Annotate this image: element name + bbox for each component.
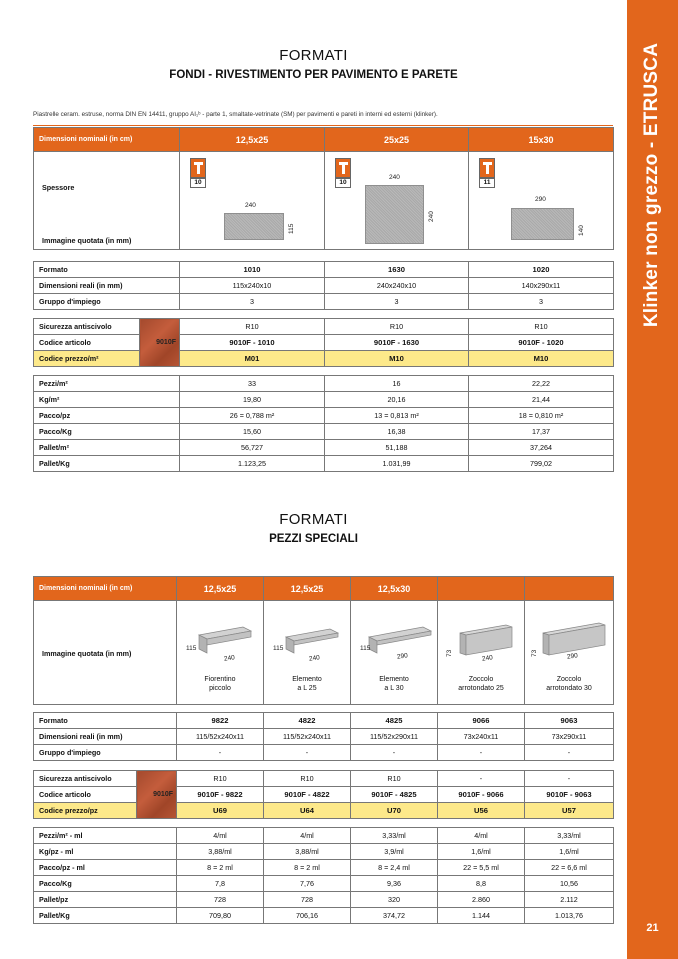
section1-header-table <box>33 127 614 250</box>
cell: 9010F - 1010 <box>180 335 325 351</box>
cell: 320 <box>351 892 438 908</box>
row-label: Formato <box>34 713 177 729</box>
cell: 2.112 <box>525 892 614 908</box>
tile-image <box>365 185 424 244</box>
row-label: Formato <box>34 262 180 278</box>
row-label: Sicurezza antiscivolo <box>34 771 137 787</box>
piece-side: 115 <box>273 645 284 652</box>
cell: 22 = 5,5 ml <box>438 860 525 876</box>
cell: 9010F - 1020 <box>469 335 614 351</box>
cell: 56,727 <box>180 440 325 456</box>
image-label: Immagine quotata (in mm) <box>42 649 132 658</box>
cell: 140x290x11 <box>469 278 614 294</box>
cell: 1010 <box>180 262 325 278</box>
header-col: 12,5x30 <box>351 577 438 601</box>
header-row <box>34 128 614 152</box>
tile-width: 240 <box>389 174 400 181</box>
cell: 73x240x11 <box>438 729 525 745</box>
cell: R10 <box>180 319 325 335</box>
cell: - <box>438 771 525 787</box>
cell: 799,02 <box>469 456 614 472</box>
thickness-icon: 10 <box>190 158 206 188</box>
cell: U64 <box>264 803 351 819</box>
color-code: 9010F <box>153 791 173 798</box>
piece-caption: Zoccolo arrotondato 25 <box>458 676 504 692</box>
tile-width: 290 <box>535 196 546 203</box>
table-row <box>34 771 614 787</box>
row-label: Pezzi/m² - ml <box>34 828 177 844</box>
cell: 115/52x240x11 <box>264 729 351 745</box>
header-col: 12,5x25 <box>264 577 351 601</box>
tile-height: 240 <box>428 211 435 222</box>
cell: M10 <box>325 351 469 367</box>
row-label: Gruppo d'impiego <box>34 294 180 310</box>
cell: 8 = 2,4 ml <box>351 860 438 876</box>
table-row <box>34 440 614 456</box>
cell: U69 <box>177 803 264 819</box>
header-col: 25x25 <box>325 128 469 152</box>
table-row <box>34 408 614 424</box>
piece-length: 290 <box>566 652 579 661</box>
piece-image-cell <box>351 601 438 705</box>
table-row <box>34 294 614 310</box>
cell: - <box>525 745 614 761</box>
table-row <box>34 456 614 472</box>
image-row <box>34 601 614 705</box>
row-label: Pallet/Kg <box>34 456 180 472</box>
thickness-label: Spessore <box>42 183 75 192</box>
cell: 9010F - 4825 <box>351 787 438 803</box>
table-row <box>34 892 614 908</box>
cell: 374,72 <box>351 908 438 924</box>
cell: 240x240x10 <box>325 278 469 294</box>
row-label: Pacco/Kg <box>34 876 177 892</box>
piece-caption: Elemento a L 25 <box>292 676 322 692</box>
cell: 4825 <box>351 713 438 729</box>
cell: - <box>438 745 525 761</box>
cell: 16 <box>325 376 469 392</box>
cell: 3,88/ml <box>264 844 351 860</box>
cell: 8 = 2 ml <box>264 860 351 876</box>
section1-format-table <box>33 261 614 310</box>
row-label: Pacco/pz - ml <box>34 860 177 876</box>
cell: 709,80 <box>177 908 264 924</box>
image-label: Immagine quotata (in mm) <box>42 236 132 245</box>
cell: 9010F - 4822 <box>264 787 351 803</box>
cell: 9010F - 9066 <box>438 787 525 803</box>
piece-side: 115 <box>360 645 371 652</box>
divider <box>33 125 613 126</box>
cell: 3 <box>469 294 614 310</box>
cell: 9,36 <box>351 876 438 892</box>
cell: 13 = 0,813 m² <box>325 408 469 424</box>
header-col: 15x30 <box>469 128 614 152</box>
cell: U70 <box>351 803 438 819</box>
piece-caption: Elemento a L 30 <box>379 676 409 692</box>
cell: 1,6/ml <box>525 844 614 860</box>
cell: 26 = 0,788 m² <box>180 408 325 424</box>
tile-height: 115 <box>288 223 295 234</box>
tile-image-cell <box>180 152 325 250</box>
color-swatch <box>140 319 180 367</box>
cell: R10 <box>325 319 469 335</box>
cell: 8 = 2 ml <box>177 860 264 876</box>
piece-side: 73 <box>446 649 453 657</box>
section1-title: FORMATI <box>279 47 348 64</box>
cell: 9010F - 9822 <box>177 787 264 803</box>
image-row <box>34 152 614 250</box>
cell: 1630 <box>325 262 469 278</box>
piece-image-cell <box>438 601 525 705</box>
table-row <box>34 828 614 844</box>
cell: 21,44 <box>469 392 614 408</box>
image-label-cell <box>34 601 177 705</box>
page-number: 21 <box>646 922 659 934</box>
cell: 9063 <box>525 713 614 729</box>
table-row <box>34 392 614 408</box>
cell: 7,8 <box>177 876 264 892</box>
section2-code-table <box>33 770 614 819</box>
cell: 10,56 <box>525 876 614 892</box>
piece-length: 240 <box>481 654 494 663</box>
cell: 4/ml <box>438 828 525 844</box>
color-swatch <box>137 771 177 819</box>
row-label: Codice prezzo/m² <box>34 351 140 367</box>
table-row <box>34 876 614 892</box>
section2-header-table <box>33 576 614 705</box>
header-col: 12,5x25 <box>177 577 264 601</box>
cell: 15,60 <box>180 424 325 440</box>
cell: 1.031,99 <box>325 456 469 472</box>
tile-image-cell <box>469 152 614 250</box>
cell: 9066 <box>438 713 525 729</box>
cell: U57 <box>525 803 614 819</box>
cell: 33 <box>180 376 325 392</box>
cell: 728 <box>177 892 264 908</box>
cell: 73x290x11 <box>525 729 614 745</box>
cell: 728 <box>264 892 351 908</box>
cell: R10 <box>264 771 351 787</box>
row-label: Codice articolo <box>34 787 137 803</box>
section1-subtitle: FONDI - RIVESTIMENTO PER PAVIMENTO E PARETE <box>169 69 458 81</box>
tile-width: 240 <box>245 202 256 209</box>
table-row <box>34 335 614 351</box>
cell: R10 <box>351 771 438 787</box>
sidebar-title: Klinker non grezzo - ETRUSCA <box>641 42 663 328</box>
thickness-icon: 10 <box>335 158 351 188</box>
piece-side: 73 <box>531 649 538 657</box>
table-row <box>34 745 614 761</box>
sidebar-band <box>627 0 678 959</box>
cell: 8,8 <box>438 876 525 892</box>
row-label: Sicurezza antiscivolo <box>34 319 140 335</box>
piece-image-cell <box>264 601 351 705</box>
cell: - <box>351 745 438 761</box>
row-label: Pacco/Kg <box>34 424 180 440</box>
row-label: Codice articolo <box>34 335 140 351</box>
cell: 1020 <box>469 262 614 278</box>
cell: 1.123,25 <box>180 456 325 472</box>
cell: 16,38 <box>325 424 469 440</box>
piece-side: 115 <box>186 645 197 652</box>
row-label: Gruppo d'impiego <box>34 745 177 761</box>
row-label: Dimensioni reali (in mm) <box>34 278 180 294</box>
row-label: Pallet/Kg <box>34 908 177 924</box>
row-label: Codice prezzo/pz <box>34 803 137 819</box>
row-label: Pacco/pz <box>34 408 180 424</box>
cell: 9822 <box>177 713 264 729</box>
cell: 3,33/ml <box>351 828 438 844</box>
cell: 19,80 <box>180 392 325 408</box>
cell: 115/52x290x11 <box>351 729 438 745</box>
cell: 706,16 <box>264 908 351 924</box>
image-label-cell <box>34 152 180 250</box>
section2-subtitle: PEZZI SPECIALI <box>269 533 358 545</box>
cell: 37,264 <box>469 440 614 456</box>
table-row <box>34 319 614 335</box>
table-row <box>34 729 614 745</box>
header-col: 12,5x25 <box>180 128 325 152</box>
table-row <box>34 351 614 367</box>
header-col <box>525 577 614 601</box>
table-row <box>34 262 614 278</box>
row-label: Pezzi/m² <box>34 376 180 392</box>
cell: 9010F - 9063 <box>525 787 614 803</box>
row-label: Kg/m² <box>34 392 180 408</box>
cell: 3,88/ml <box>177 844 264 860</box>
section2-format-table <box>33 712 614 761</box>
cell: 4822 <box>264 713 351 729</box>
table-row <box>34 803 614 819</box>
cell: 18 = 0,810 m² <box>469 408 614 424</box>
table-row <box>34 278 614 294</box>
piece-caption: Fiorentino piccolo <box>204 676 236 692</box>
table-row <box>34 860 614 876</box>
table-row <box>34 713 614 729</box>
color-code: 9010F <box>156 339 176 346</box>
cell: 3,33/ml <box>525 828 614 844</box>
table-row <box>34 787 614 803</box>
piece-length: 240 <box>308 654 321 663</box>
row-label: Pallet/m² <box>34 440 180 456</box>
cell: - <box>177 745 264 761</box>
cell: 4/ml <box>264 828 351 844</box>
cell: 51,188 <box>325 440 469 456</box>
cell: 1.013,76 <box>525 908 614 924</box>
row-label: Pallet/pz <box>34 892 177 908</box>
piece-caption: Zoccolo arrotondato 30 <box>546 676 592 692</box>
section1-intro: Piastrelle ceram. estruse, norma DIN EN 14411, gruppo AI₁ᵇ - parte 1, smaltate-vetrinate (SM) per pavimenti e pareti in interni ed esterni (klinker). <box>33 111 438 118</box>
table-row <box>34 844 614 860</box>
cell: 115/52x240x11 <box>177 729 264 745</box>
thickness-icon: 11 <box>479 158 495 188</box>
cell: 1.144 <box>438 908 525 924</box>
section2-title: FORMATI <box>279 511 348 528</box>
cell: 17,37 <box>469 424 614 440</box>
cell: M01 <box>180 351 325 367</box>
cell: - <box>264 745 351 761</box>
tile-height: 140 <box>578 225 585 236</box>
cell: 115x240x10 <box>180 278 325 294</box>
cell: 3 <box>325 294 469 310</box>
cell: 3,9/ml <box>351 844 438 860</box>
piece-length: 240 <box>223 654 236 663</box>
row-label: Dimensioni reali (in mm) <box>34 729 177 745</box>
header-row <box>34 577 614 601</box>
tile-image <box>224 213 284 240</box>
cell: - <box>525 771 614 787</box>
cell: R10 <box>177 771 264 787</box>
piece-image-cell <box>525 601 614 705</box>
section2-packaging-table <box>33 827 614 924</box>
cell: R10 <box>469 319 614 335</box>
row-label: Kg/pz - ml <box>34 844 177 860</box>
header-label: Dimensioni nominali (in cm) <box>34 128 180 152</box>
cell: 2.860 <box>438 892 525 908</box>
tile-image-cell <box>325 152 469 250</box>
cell: 22,22 <box>469 376 614 392</box>
cell: 7,76 <box>264 876 351 892</box>
cell: 3 <box>180 294 325 310</box>
piece-length: 290 <box>396 652 409 661</box>
cell: 22 = 6,6 ml <box>525 860 614 876</box>
table-row <box>34 376 614 392</box>
cell: 4/ml <box>177 828 264 844</box>
piece-image-cell <box>177 601 264 705</box>
cell: U56 <box>438 803 525 819</box>
section1-packaging-table <box>33 375 614 472</box>
table-row <box>34 908 614 924</box>
table-row <box>34 424 614 440</box>
section1-code-table <box>33 318 614 367</box>
tile-image <box>511 208 574 240</box>
cell: 1,6/ml <box>438 844 525 860</box>
header-col <box>438 577 525 601</box>
header-label: Dimensioni nominali (in cm) <box>34 577 177 601</box>
cell: 20,16 <box>325 392 469 408</box>
cell: M10 <box>469 351 614 367</box>
cell: 9010F - 1630 <box>325 335 469 351</box>
